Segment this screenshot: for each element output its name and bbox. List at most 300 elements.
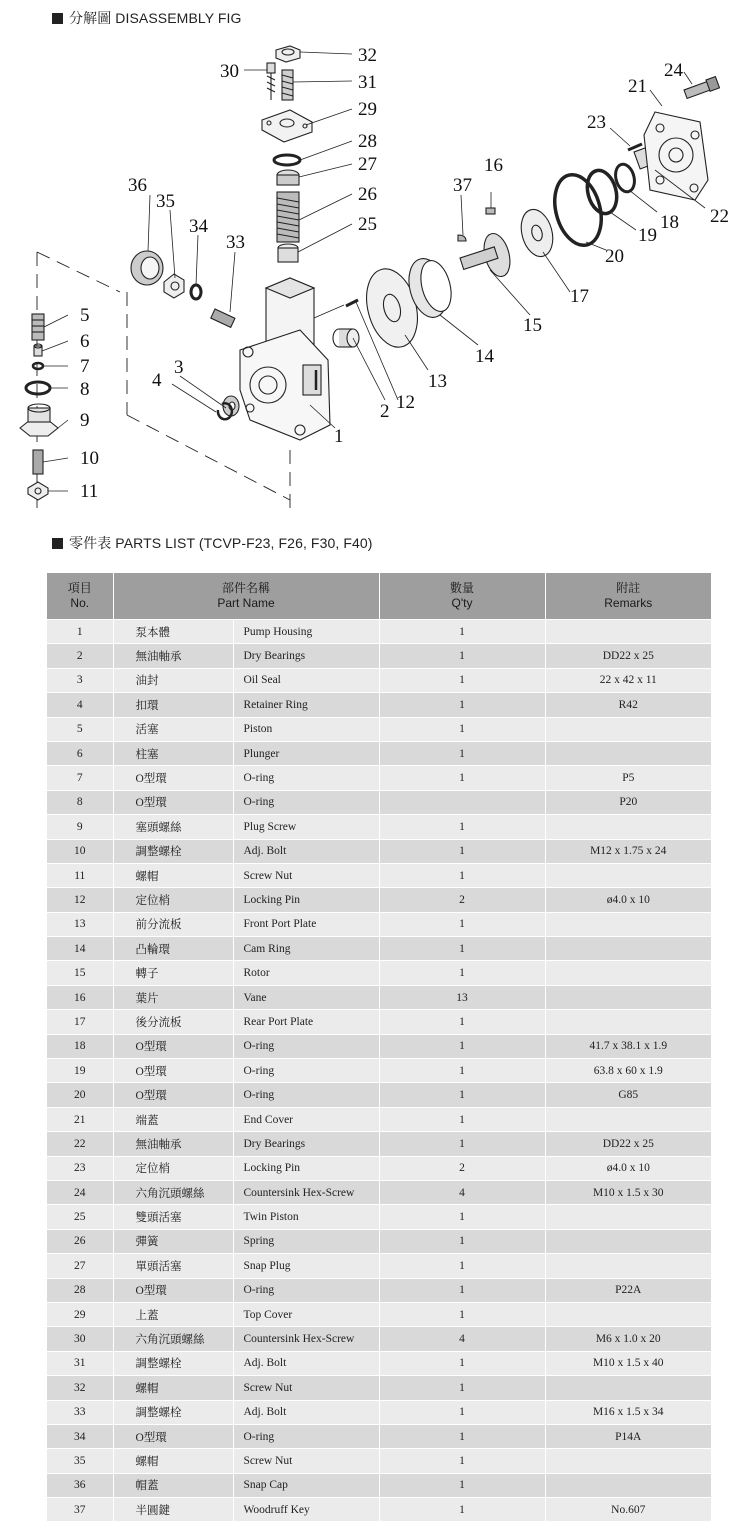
parts-table bbox=[47, 573, 711, 1521]
callout-24: 24 bbox=[664, 60, 684, 81]
cell-qty: 2 bbox=[379, 888, 545, 912]
cell-name-en: Screw Nut bbox=[233, 863, 379, 887]
cell-name-zh: 螺帽 bbox=[113, 1449, 233, 1473]
cell-remarks: R42 bbox=[545, 693, 711, 717]
cell-qty: 1 bbox=[379, 766, 545, 790]
cell-name-en: Adj. Bolt bbox=[233, 1351, 379, 1375]
cell-no: 14 bbox=[47, 937, 113, 961]
table-row bbox=[47, 1010, 711, 1034]
cell-no: 23 bbox=[47, 1156, 113, 1180]
table-row bbox=[47, 1400, 711, 1424]
part-16-vane bbox=[486, 208, 495, 214]
cell-name-en: Locking Pin bbox=[233, 1156, 379, 1180]
cell-name-zh: 六角沉頭螺絲 bbox=[113, 1180, 233, 1204]
header-no: 項目 No. bbox=[47, 573, 113, 620]
cell-remarks bbox=[545, 937, 711, 961]
cell-no: 4 bbox=[47, 693, 113, 717]
table-row bbox=[47, 741, 711, 765]
callout-11: 11 bbox=[80, 481, 98, 502]
cell-remarks: ø4.0 x 10 bbox=[545, 888, 711, 912]
cell-remarks: 41.7 x 38.1 x 1.9 bbox=[545, 1034, 711, 1058]
cell-name-zh: 塞頭螺絲 bbox=[113, 815, 233, 839]
cell-name-zh: 調整螺栓 bbox=[113, 839, 233, 863]
cell-name-zh: 後分流板 bbox=[113, 1010, 233, 1034]
cell-no: 29 bbox=[47, 1302, 113, 1326]
cell-name-zh: 雙頭活塞 bbox=[113, 1205, 233, 1229]
cell-no: 21 bbox=[47, 1107, 113, 1131]
callout-32: 32 bbox=[358, 45, 377, 66]
table-row bbox=[47, 668, 711, 692]
callout-16: 16 bbox=[484, 155, 503, 176]
cell-no: 36 bbox=[47, 1473, 113, 1497]
callout-20: 20 bbox=[605, 246, 624, 267]
cell-no: 34 bbox=[47, 1424, 113, 1448]
table-row bbox=[47, 985, 711, 1009]
cell-name-en: Pump Housing bbox=[233, 620, 379, 644]
table-row bbox=[47, 815, 711, 839]
table-row bbox=[47, 620, 711, 644]
cell-remarks: M16 x 1.5 x 34 bbox=[545, 1400, 711, 1424]
part-1-housing bbox=[240, 278, 330, 440]
header-remarks: 附註 Remarks bbox=[545, 573, 711, 620]
parts-list-title-text: 零件表 PARTS LIST (TCVP-F23, F26, F30, F40) bbox=[69, 535, 373, 551]
cell-name-zh: O型環 bbox=[113, 1424, 233, 1448]
cell-no: 15 bbox=[47, 961, 113, 985]
cell-qty: 1 bbox=[379, 1059, 545, 1083]
callout-34: 34 bbox=[189, 216, 209, 237]
cell-name-en: Rotor bbox=[233, 961, 379, 985]
cell-qty: 1 bbox=[379, 1034, 545, 1058]
callout-33: 33 bbox=[226, 232, 245, 253]
cell-qty: 1 bbox=[379, 1498, 545, 1521]
square-bullet-icon bbox=[52, 13, 63, 24]
cell-remarks bbox=[545, 912, 711, 936]
cell-qty: 1 bbox=[379, 1083, 545, 1107]
callout-3: 3 bbox=[174, 357, 184, 378]
cell-no: 18 bbox=[47, 1034, 113, 1058]
part-30-screw bbox=[267, 63, 275, 100]
cell-qty: 1 bbox=[379, 961, 545, 985]
cell-no: 33 bbox=[47, 1400, 113, 1424]
part-6-plunger bbox=[34, 344, 42, 356]
cell-name-en: Retainer Ring bbox=[233, 693, 379, 717]
cell-remarks bbox=[545, 1107, 711, 1131]
cell-no: 26 bbox=[47, 1229, 113, 1253]
cell-no: 24 bbox=[47, 1180, 113, 1204]
table-row bbox=[47, 1132, 711, 1156]
cell-name-en: O-ring bbox=[233, 790, 379, 814]
cell-qty: 1 bbox=[379, 644, 545, 668]
cell-name-zh: O型環 bbox=[113, 1059, 233, 1083]
cell-qty: 1 bbox=[379, 1351, 545, 1375]
cell-remarks bbox=[545, 815, 711, 839]
table-row bbox=[47, 863, 711, 887]
cell-qty: 1 bbox=[379, 912, 545, 936]
cell-qty: 1 bbox=[379, 815, 545, 839]
cell-remarks bbox=[545, 961, 711, 985]
callout-36: 36 bbox=[128, 175, 147, 196]
callout-19: 19 bbox=[638, 225, 657, 246]
callout-labels bbox=[80, 45, 729, 502]
disassembly-title-text: 分解圖 DISASSEMBLY FIG bbox=[69, 10, 242, 26]
cell-no: 17 bbox=[47, 1010, 113, 1034]
square-bullet-icon bbox=[52, 538, 63, 549]
table-row bbox=[47, 1327, 711, 1351]
parts-list-section-title bbox=[52, 533, 373, 553]
part-10-bolt bbox=[33, 450, 43, 474]
cell-remarks bbox=[545, 1229, 711, 1253]
part-21-end-cover bbox=[644, 112, 708, 200]
table-row bbox=[47, 1278, 711, 1302]
cell-name-zh: 端蓋 bbox=[113, 1107, 233, 1131]
cell-remarks bbox=[545, 1449, 711, 1473]
cell-qty: 1 bbox=[379, 1449, 545, 1473]
callout-12: 12 bbox=[396, 392, 415, 413]
table-row bbox=[47, 1424, 711, 1448]
cell-remarks: P5 bbox=[545, 766, 711, 790]
cell-name-zh: 螺帽 bbox=[113, 863, 233, 887]
cell-no: 32 bbox=[47, 1376, 113, 1400]
cell-name-en: Snap Plug bbox=[233, 1254, 379, 1278]
cell-name-zh: O型環 bbox=[113, 1083, 233, 1107]
parts-table-header bbox=[47, 573, 711, 620]
cell-remarks: P14A bbox=[545, 1424, 711, 1448]
part-27-snap-plug bbox=[277, 170, 299, 185]
cell-name-zh: 柱塞 bbox=[113, 741, 233, 765]
callout-35: 35 bbox=[156, 191, 175, 212]
cell-remarks: G85 bbox=[545, 1083, 711, 1107]
cell-no: 30 bbox=[47, 1327, 113, 1351]
part-26-spring bbox=[277, 192, 299, 242]
cell-name-en: Rear Port Plate bbox=[233, 1010, 379, 1034]
cell-no: 11 bbox=[47, 863, 113, 887]
table-row bbox=[47, 1254, 711, 1278]
table-row bbox=[47, 1229, 711, 1253]
cell-name-zh: O型環 bbox=[113, 790, 233, 814]
part-17-rear-plate bbox=[516, 206, 557, 260]
cell-name-en: O-ring bbox=[233, 1424, 379, 1448]
cell-name-en: Countersink Hex-Screw bbox=[233, 1327, 379, 1351]
cell-name-zh: 無油軸承 bbox=[113, 1132, 233, 1156]
part-34-oring bbox=[191, 285, 201, 299]
cell-qty: 1 bbox=[379, 863, 545, 887]
cell-remarks bbox=[545, 1376, 711, 1400]
table-row bbox=[47, 1107, 711, 1131]
part-2-dry-bearing bbox=[333, 329, 359, 347]
cell-name-zh: 單頭活塞 bbox=[113, 1254, 233, 1278]
cell-remarks: M12 x 1.75 x 24 bbox=[545, 839, 711, 863]
table-row bbox=[47, 1156, 711, 1180]
cell-name-en: Dry Bearings bbox=[233, 1132, 379, 1156]
header-qty: 數量 Q'ty bbox=[379, 573, 545, 620]
callout-23: 23 bbox=[587, 112, 606, 133]
cell-no: 19 bbox=[47, 1059, 113, 1083]
cell-qty: 1 bbox=[379, 741, 545, 765]
table-row bbox=[47, 1205, 711, 1229]
cell-name-en: Spring bbox=[233, 1229, 379, 1253]
table-row bbox=[47, 1473, 711, 1497]
cell-name-en: Woodruff Key bbox=[233, 1498, 379, 1521]
cell-remarks bbox=[545, 620, 711, 644]
cell-name-zh: 泵本體 bbox=[113, 620, 233, 644]
cell-name-zh: 半圓鍵 bbox=[113, 1498, 233, 1521]
callout-13: 13 bbox=[428, 371, 447, 392]
cell-remarks bbox=[545, 1010, 711, 1034]
part-29-top-cover bbox=[262, 110, 312, 142]
cell-name-en: Top Cover bbox=[233, 1302, 379, 1326]
cell-name-en: Twin Piston bbox=[233, 1205, 379, 1229]
part-25-twin-piston bbox=[278, 244, 298, 262]
cell-no: 7 bbox=[47, 766, 113, 790]
cell-name-zh: 螺帽 bbox=[113, 1376, 233, 1400]
cell-name-zh: 定位梢 bbox=[113, 1156, 233, 1180]
table-row bbox=[47, 1498, 711, 1521]
cell-remarks: P22A bbox=[545, 1278, 711, 1302]
cell-qty: 1 bbox=[379, 1254, 545, 1278]
part-31-bolt bbox=[282, 70, 293, 100]
part-8-oring bbox=[26, 382, 50, 394]
callout-17: 17 bbox=[570, 286, 589, 307]
part-11-nut bbox=[28, 482, 48, 500]
cell-remarks: M10 x 1.5 x 40 bbox=[545, 1351, 711, 1375]
table-row bbox=[47, 1059, 711, 1083]
cell-no: 13 bbox=[47, 912, 113, 936]
table-row bbox=[47, 1083, 711, 1107]
cell-qty: 1 bbox=[379, 1376, 545, 1400]
cell-no: 31 bbox=[47, 1351, 113, 1375]
cell-name-en: Adj. Bolt bbox=[233, 839, 379, 863]
table-row bbox=[47, 766, 711, 790]
table-row bbox=[47, 961, 711, 985]
table-row bbox=[47, 839, 711, 863]
cell-qty: 1 bbox=[379, 693, 545, 717]
cell-name-en: O-ring bbox=[233, 1278, 379, 1302]
callout-5: 5 bbox=[80, 305, 90, 326]
cell-name-en: Piston bbox=[233, 717, 379, 741]
cell-qty: 1 bbox=[379, 1473, 545, 1497]
cell-no: 28 bbox=[47, 1278, 113, 1302]
cell-remarks: 22 x 42 x 11 bbox=[545, 668, 711, 692]
parts-table-body bbox=[47, 620, 711, 1521]
part-32-nut bbox=[276, 46, 300, 62]
cell-name-en: Screw Nut bbox=[233, 1376, 379, 1400]
part-37-key bbox=[458, 235, 466, 241]
part-7-oring bbox=[33, 363, 43, 369]
cell-no: 9 bbox=[47, 815, 113, 839]
cell-name-en: Plunger bbox=[233, 741, 379, 765]
cell-qty: 1 bbox=[379, 937, 545, 961]
callout-10: 10 bbox=[80, 448, 99, 469]
cell-no: 16 bbox=[47, 985, 113, 1009]
callout-9: 9 bbox=[80, 410, 90, 431]
cell-name-en: End Cover bbox=[233, 1107, 379, 1131]
table-row bbox=[47, 1180, 711, 1204]
cell-no: 25 bbox=[47, 1205, 113, 1229]
disassembly-figure bbox=[0, 30, 745, 510]
cell-remarks: 63.8 x 60 x 1.9 bbox=[545, 1059, 711, 1083]
cell-name-zh: 彈簧 bbox=[113, 1229, 233, 1253]
cell-name-zh: 六角沉頭螺絲 bbox=[113, 1327, 233, 1351]
table-row bbox=[47, 937, 711, 961]
cell-no: 27 bbox=[47, 1254, 113, 1278]
cell-name-zh: O型環 bbox=[113, 1034, 233, 1058]
cell-no: 12 bbox=[47, 888, 113, 912]
cell-no: 8 bbox=[47, 790, 113, 814]
cell-qty: 1 bbox=[379, 620, 545, 644]
cell-name-en: Countersink Hex-Screw bbox=[233, 1180, 379, 1204]
cell-remarks: DD22 x 25 bbox=[545, 644, 711, 668]
cell-name-zh: 定位梢 bbox=[113, 888, 233, 912]
cell-qty: 2 bbox=[379, 1156, 545, 1180]
callout-30: 30 bbox=[220, 61, 239, 82]
cell-name-en: Vane bbox=[233, 985, 379, 1009]
cell-no: 20 bbox=[47, 1083, 113, 1107]
callout-14: 14 bbox=[475, 346, 495, 367]
cell-remarks bbox=[545, 985, 711, 1009]
cell-name-en: Oil Seal bbox=[233, 668, 379, 692]
cell-remarks: M6 x 1.0 x 20 bbox=[545, 1327, 711, 1351]
cell-no: 3 bbox=[47, 668, 113, 692]
cell-remarks bbox=[545, 741, 711, 765]
cell-name-en: Front Port Plate bbox=[233, 912, 379, 936]
callout-18: 18 bbox=[660, 212, 679, 233]
callout-25: 25 bbox=[358, 214, 377, 235]
cell-name-zh: 無油軸承 bbox=[113, 644, 233, 668]
cell-qty bbox=[379, 790, 545, 814]
callout-22: 22 bbox=[710, 206, 729, 227]
cell-name-zh: 調整螺栓 bbox=[113, 1400, 233, 1424]
part-9-plug-screw bbox=[20, 404, 58, 436]
table-row bbox=[47, 693, 711, 717]
part-5-piston bbox=[32, 314, 44, 340]
cell-remarks bbox=[545, 1473, 711, 1497]
cell-qty: 1 bbox=[379, 717, 545, 741]
part-15-rotor bbox=[460, 231, 514, 280]
table-row bbox=[47, 888, 711, 912]
cell-name-zh: 調整螺栓 bbox=[113, 1351, 233, 1375]
callout-31: 31 bbox=[358, 72, 377, 93]
cell-name-zh: O型環 bbox=[113, 766, 233, 790]
callout-8: 8 bbox=[80, 379, 90, 400]
cell-name-en: O-ring bbox=[233, 1083, 379, 1107]
cell-no: 37 bbox=[47, 1498, 113, 1521]
callout-28: 28 bbox=[358, 131, 377, 152]
cell-qty: 4 bbox=[379, 1180, 545, 1204]
table-row bbox=[47, 1302, 711, 1326]
table-row bbox=[47, 912, 711, 936]
table-row bbox=[47, 644, 711, 668]
callout-4: 4 bbox=[152, 370, 162, 391]
cell-name-en: Screw Nut bbox=[233, 1449, 379, 1473]
table-row bbox=[47, 790, 711, 814]
callout-6: 6 bbox=[80, 331, 90, 352]
callout-1: 1 bbox=[334, 426, 344, 447]
callout-2: 2 bbox=[380, 401, 390, 422]
cell-name-en: Dry Bearings bbox=[233, 644, 379, 668]
cell-name-en: O-ring bbox=[233, 1034, 379, 1058]
cell-qty: 1 bbox=[379, 1278, 545, 1302]
cell-name-zh: 帽蓋 bbox=[113, 1473, 233, 1497]
cell-qty: 1 bbox=[379, 668, 545, 692]
cell-name-en: Snap Cap bbox=[233, 1473, 379, 1497]
cell-no: 22 bbox=[47, 1132, 113, 1156]
table-row bbox=[47, 717, 711, 741]
cell-qty: 13 bbox=[379, 985, 545, 1009]
part-23-pin bbox=[628, 144, 642, 150]
cell-qty: 1 bbox=[379, 1132, 545, 1156]
cell-remarks: DD22 x 25 bbox=[545, 1132, 711, 1156]
cell-no: 35 bbox=[47, 1449, 113, 1473]
table-row bbox=[47, 1351, 711, 1375]
cell-name-en: Adj. Bolt bbox=[233, 1400, 379, 1424]
part-35-nut bbox=[164, 274, 184, 298]
callout-7: 7 bbox=[80, 356, 90, 377]
cell-remarks bbox=[545, 863, 711, 887]
table-row bbox=[47, 1449, 711, 1473]
cell-qty: 1 bbox=[379, 1424, 545, 1448]
callout-26: 26 bbox=[358, 184, 377, 205]
cell-name-zh: 凸輪環 bbox=[113, 937, 233, 961]
cell-no: 6 bbox=[47, 741, 113, 765]
callout-15: 15 bbox=[523, 315, 542, 336]
cell-no: 10 bbox=[47, 839, 113, 863]
cell-name-zh: 扣環 bbox=[113, 693, 233, 717]
cell-name-en: Cam Ring bbox=[233, 937, 379, 961]
cell-qty: 1 bbox=[379, 1010, 545, 1034]
cell-remarks bbox=[545, 1302, 711, 1326]
part-36-snap-cap bbox=[131, 251, 163, 285]
cell-remarks: ø4.0 x 10 bbox=[545, 1156, 711, 1180]
cell-no: 1 bbox=[47, 620, 113, 644]
header-part-name: 部件名稱 Part Name bbox=[113, 573, 379, 620]
cell-name-zh: 上蓋 bbox=[113, 1302, 233, 1326]
cell-name-zh: 油封 bbox=[113, 668, 233, 692]
cell-name-zh: 葉片 bbox=[113, 985, 233, 1009]
table-row bbox=[47, 1376, 711, 1400]
cell-remarks: P20 bbox=[545, 790, 711, 814]
cell-name-zh: O型環 bbox=[113, 1278, 233, 1302]
cell-qty: 1 bbox=[379, 1400, 545, 1424]
cell-no: 2 bbox=[47, 644, 113, 668]
cell-no: 5 bbox=[47, 717, 113, 741]
callout-27: 27 bbox=[358, 154, 377, 175]
cell-name-en: Plug Screw bbox=[233, 815, 379, 839]
part-33-bolt bbox=[211, 309, 235, 327]
cell-qty: 1 bbox=[379, 839, 545, 863]
callout-29: 29 bbox=[358, 99, 377, 120]
cell-remarks bbox=[545, 1205, 711, 1229]
cell-name-en: O-ring bbox=[233, 766, 379, 790]
cell-name-zh: 轉子 bbox=[113, 961, 233, 985]
part-28-oring bbox=[274, 155, 300, 165]
table-row bbox=[47, 1034, 711, 1058]
cell-name-zh: 活塞 bbox=[113, 717, 233, 741]
disassembly-section-title bbox=[52, 8, 242, 28]
cell-name-en: O-ring bbox=[233, 1059, 379, 1083]
cell-name-en: Locking Pin bbox=[233, 888, 379, 912]
cell-qty: 4 bbox=[379, 1327, 545, 1351]
cell-qty: 1 bbox=[379, 1107, 545, 1131]
cell-qty: 1 bbox=[379, 1229, 545, 1253]
cell-remarks: M10 x 1.5 x 30 bbox=[545, 1180, 711, 1204]
cell-qty: 1 bbox=[379, 1302, 545, 1326]
callout-37: 37 bbox=[453, 175, 472, 196]
cell-remarks: No.607 bbox=[545, 1498, 711, 1521]
cell-remarks bbox=[545, 717, 711, 741]
callout-21: 21 bbox=[628, 76, 647, 97]
cell-name-zh: 前分流板 bbox=[113, 912, 233, 936]
cell-remarks bbox=[545, 1254, 711, 1278]
